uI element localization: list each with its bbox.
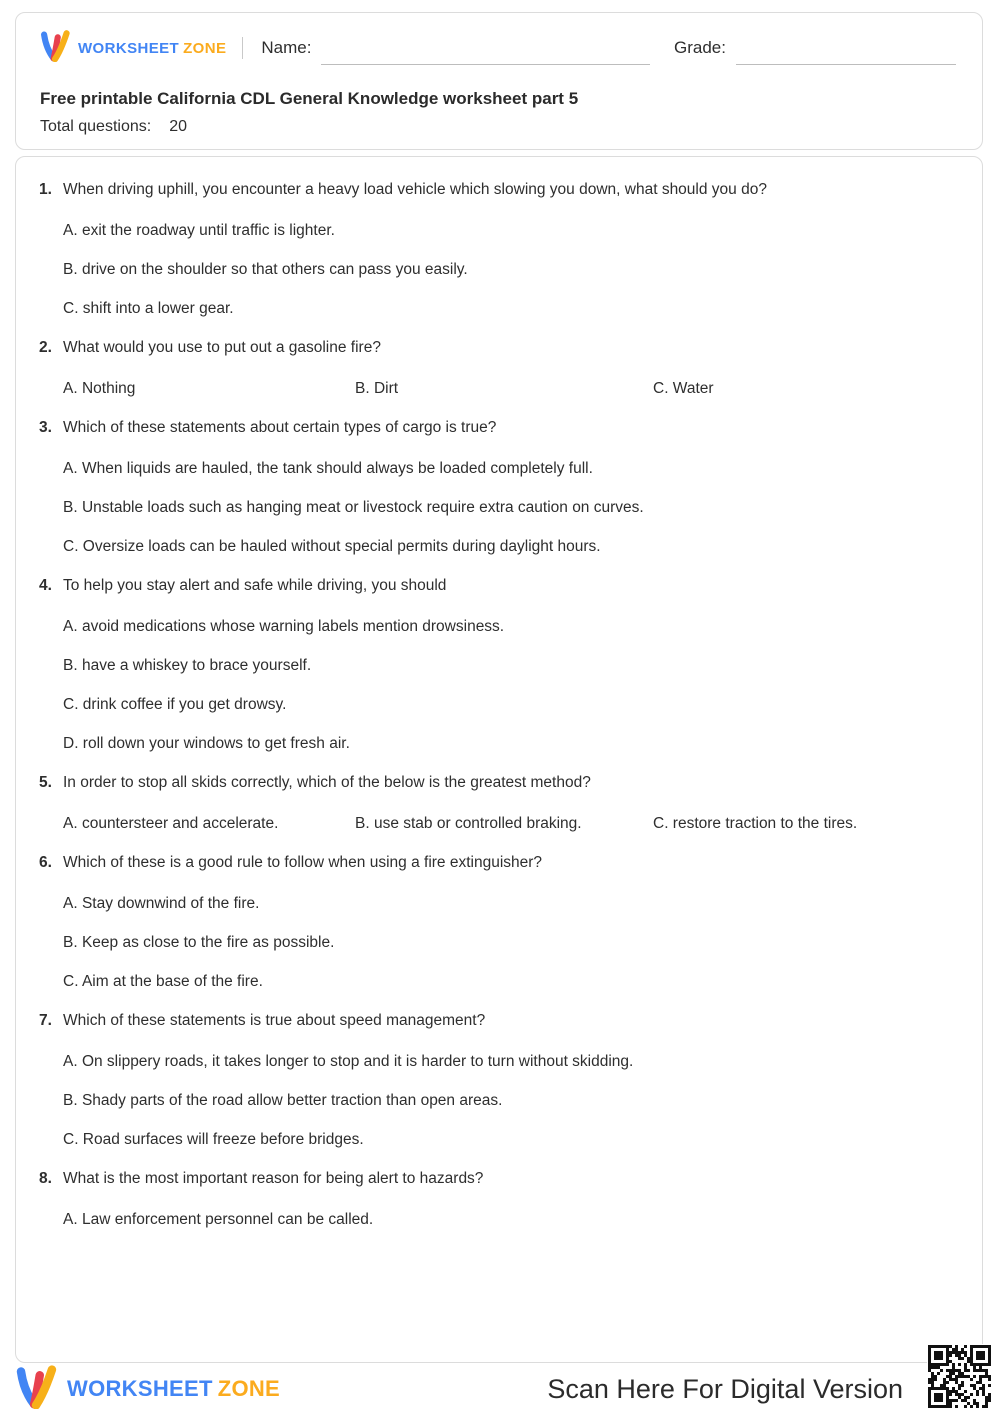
question-text: What is the most important reason for being alert to hazards?	[63, 1170, 484, 1187]
option-line	[39, 221, 962, 241]
question-block	[39, 773, 962, 834]
option-line	[39, 933, 962, 953]
question-block	[39, 338, 962, 399]
qr-code	[927, 1344, 994, 1411]
option-text: A. On slippery roads, it takes longer to stop and it is harder to turn without skidding.	[63, 1053, 634, 1070]
question-text: What would you use to put out a gasoline fire?	[63, 339, 381, 356]
question-text: Which of these statements is true about speed management?	[63, 1012, 486, 1029]
brand-word-worksheet: WORKSHEET	[78, 39, 180, 57]
question-line	[39, 338, 962, 358]
total-questions-line	[40, 118, 956, 136]
option-text: B. Keep as close to the fire as possible.	[63, 934, 335, 951]
option-line	[39, 299, 962, 319]
option-line	[39, 972, 962, 992]
question-number: 2.	[39, 339, 52, 356]
option-text: B. drive on the shoulder so that others can pass you easily.	[63, 261, 468, 278]
option-text: A. exit the roadway until traffic is lighter.	[63, 222, 335, 239]
question-line	[39, 1011, 962, 1031]
option-text: C. shift into a lower gear.	[63, 300, 234, 317]
header-card	[15, 12, 983, 150]
scan-here-text: Scan Here For Digital Version	[547, 1374, 903, 1404]
header-divider	[242, 37, 243, 59]
footer-word-zone: ZONE	[217, 1376, 281, 1401]
question-block	[39, 418, 962, 557]
question-text: In order to stop all skids correctly, which of the below is the greatest method?	[63, 774, 591, 791]
option-line	[39, 894, 962, 914]
brand-logo	[40, 29, 226, 67]
question-line	[39, 576, 962, 596]
option-text: B. Unstable loads such as hanging meat or livestock require extra caution on curves.	[63, 499, 644, 516]
option-line	[39, 617, 962, 637]
question-block	[39, 1011, 962, 1150]
option-text: B. have a whiskey to brace yourself.	[63, 657, 312, 674]
option-text: A. countersteer and accelerate.	[63, 815, 279, 832]
questions-card	[15, 156, 983, 1363]
questions-list	[39, 180, 962, 1230]
footer	[15, 1366, 985, 1412]
footer-w-icon	[15, 1364, 57, 1414]
option-line	[39, 1091, 962, 1111]
option-text: A. Law enforcement personnel can be called.	[63, 1211, 374, 1228]
option-text: C. Road surfaces will freeze before bridges.	[63, 1131, 364, 1148]
question-text: Which of these statements about certain types of cargo is true?	[63, 419, 497, 436]
question-block	[39, 576, 962, 754]
option-text: A. When liquids are hauled, the tank should always be loaded completely full.	[63, 460, 593, 477]
question-number: 6.	[39, 854, 52, 871]
option-line	[39, 498, 962, 518]
option-line	[39, 1130, 962, 1150]
option-line	[39, 1210, 962, 1230]
option-text: B. Dirt	[355, 380, 399, 397]
question-block	[39, 180, 962, 319]
header-row	[40, 28, 956, 68]
question-block	[39, 1169, 962, 1230]
question-number: 3.	[39, 419, 52, 436]
option-text: B. use stab or controlled braking.	[355, 815, 582, 832]
option-line	[39, 734, 962, 754]
question-text: Which of these is a good rule to follow when using a fire extinguisher?	[63, 854, 543, 871]
option-line	[39, 459, 962, 479]
name-label: Name:	[261, 38, 312, 57]
brand-word-zone: ZONE	[183, 39, 227, 57]
question-text: When driving uphill, you encounter a heavy load vehicle which slowing you down, what should you do?	[63, 181, 767, 198]
option-text: C. drink coffee if you get drowsy.	[63, 696, 287, 713]
option-line	[39, 1052, 962, 1072]
option-text: C. Oversize loads can be hauled without special permits during daylight hours.	[63, 538, 601, 555]
option-line	[39, 656, 962, 676]
total-questions-label: Total questions:	[40, 118, 152, 135]
name-fill-line[interactable]	[321, 48, 650, 65]
question-line	[39, 180, 962, 200]
option-text: A. Nothing	[63, 380, 136, 397]
question-number: 4.	[39, 577, 52, 594]
worksheet-title: Free printable California CDL General Knowledge worksheet part 5	[40, 89, 579, 108]
question-number: 1.	[39, 181, 52, 198]
footer-word-worksheet: WORKSHEET	[67, 1376, 213, 1401]
option-text: D. roll down your windows to get fresh air.	[63, 735, 350, 752]
option-text: C. Water	[653, 380, 714, 397]
grade-label: Grade:	[674, 38, 726, 57]
question-line	[39, 853, 962, 873]
question-line	[39, 773, 962, 793]
grade-fill-line[interactable]	[736, 48, 956, 65]
options-row	[39, 379, 962, 399]
option-text: A. avoid medications whose warning labels mention drowsiness.	[63, 618, 505, 635]
option-line	[39, 695, 962, 715]
question-block	[39, 853, 962, 992]
option-text: C. Aim at the base of the fire.	[63, 973, 263, 990]
option-line	[39, 537, 962, 557]
question-line	[39, 1169, 962, 1189]
option-text: B. Shady parts of the road allow better traction than open areas.	[63, 1092, 503, 1109]
brand-w-icon	[40, 29, 70, 67]
question-line	[39, 418, 962, 438]
option-text: A. Stay downwind of the fire.	[63, 895, 260, 912]
question-text: To help you stay alert and safe while driving, you should	[63, 577, 447, 594]
option-text: C. restore traction to the tires.	[653, 815, 858, 832]
question-number: 5.	[39, 774, 52, 791]
option-line	[39, 260, 962, 280]
options-row	[39, 814, 962, 834]
footer-brand-logo	[15, 1364, 280, 1414]
question-number: 8.	[39, 1170, 52, 1187]
total-questions-value: 20	[169, 118, 187, 135]
question-number: 7.	[39, 1012, 52, 1029]
